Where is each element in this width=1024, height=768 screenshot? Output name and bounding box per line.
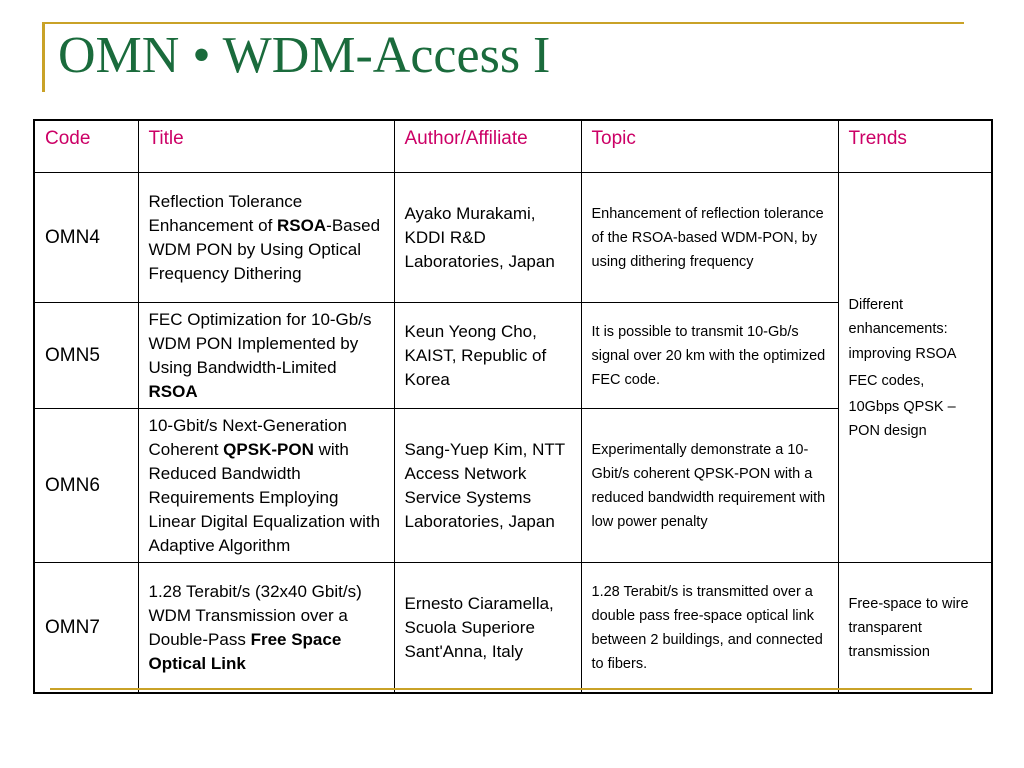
title-part: FEC Optimization for 10-Gb/s WDM PON Implemented by Using Bandwidth-Limited [148, 309, 372, 377]
table-row [34, 563, 992, 694]
papers-table [33, 119, 993, 694]
title-part: with Reduced Bandwidth Requirements Employing Linear Digital Equalization with Adaptive Algorithm [148, 439, 381, 555]
row-code: OMN6 [34, 409, 138, 563]
title-part: -Based WDM PON by Using Optical Frequency Dithering [148, 215, 381, 283]
title-part-bold: QPSK-PON [223, 439, 314, 459]
title-accent-horizontal [42, 22, 964, 24]
row-author: Ernesto Ciaramella, Scuola Superiore Sant'Anna, Italy [394, 563, 581, 694]
row-topic: Enhancement of reflection tolerance of the RSOA-based WDM-PON, by using dithering frequency [581, 173, 838, 303]
row-title [138, 303, 394, 409]
title-part: 10-Gbit/s Next-Generation Coherent [148, 415, 347, 459]
trends-line: PON design [848, 422, 927, 439]
trends-line: Different [848, 296, 904, 313]
header-author: Author/Affiliate [394, 120, 581, 173]
table-header-row [34, 120, 992, 173]
header-title: Title [138, 120, 394, 173]
bottom-accent-line [50, 688, 972, 690]
title-part: Reflection Tolerance Enhancement of [148, 191, 303, 235]
trends-group-cell [838, 173, 992, 563]
header-code: Code [34, 120, 138, 173]
trends-line: enhancements: [848, 320, 948, 337]
row-code: OMN5 [34, 303, 138, 409]
row-topic: It is possible to transmit 10-Gb/s signal over 20 km with the optimized FEC code. [581, 303, 838, 409]
title-part-bold: RSOA [277, 215, 327, 235]
row-title [138, 563, 394, 694]
row-author: Keun Yeong Cho, KAIST, Republic of Korea [394, 303, 581, 409]
trends-line: improving RSOA [848, 345, 957, 362]
slide-title: OMN • WDM-Access I [58, 27, 551, 84]
row-topic: Experimentally demonstrate a 10-Gbit/s coherent QPSK-PON with a reduced bandwidth requirement with low power penalty [581, 409, 838, 563]
row-code: OMN7 [34, 563, 138, 694]
row-title [138, 173, 394, 303]
header-trends: Trends [838, 120, 992, 173]
row-code: OMN4 [34, 173, 138, 303]
row-title [138, 409, 394, 563]
header-topic: Topic [581, 120, 838, 173]
title-part: 1.28 Terabit/s (32x40 Gbit/s) WDM Transmission over a Double-Pass [148, 581, 362, 649]
title-part-bold: RSOA [148, 381, 198, 401]
trends-cell: Free-space to wire transparent transmission [838, 563, 992, 694]
trends-line: 10Gbps QPSK – [848, 398, 956, 415]
title-part-bold: Free Space Optical Link [148, 629, 342, 673]
row-author: Ayako Murakami, KDDI R&D Laboratories, Japan [394, 173, 581, 303]
title-accent-vertical [42, 22, 45, 92]
row-author: Sang-Yuep Kim, NTT Access Network Service Systems Laboratories, Japan [394, 409, 581, 563]
row-topic: 1.28 Terabit/s is transmitted over a double pass free-space optical link between 2 buildings, and connected to fibers. [581, 563, 838, 694]
trends-line: FEC codes, [848, 372, 925, 389]
table-row [34, 173, 992, 303]
